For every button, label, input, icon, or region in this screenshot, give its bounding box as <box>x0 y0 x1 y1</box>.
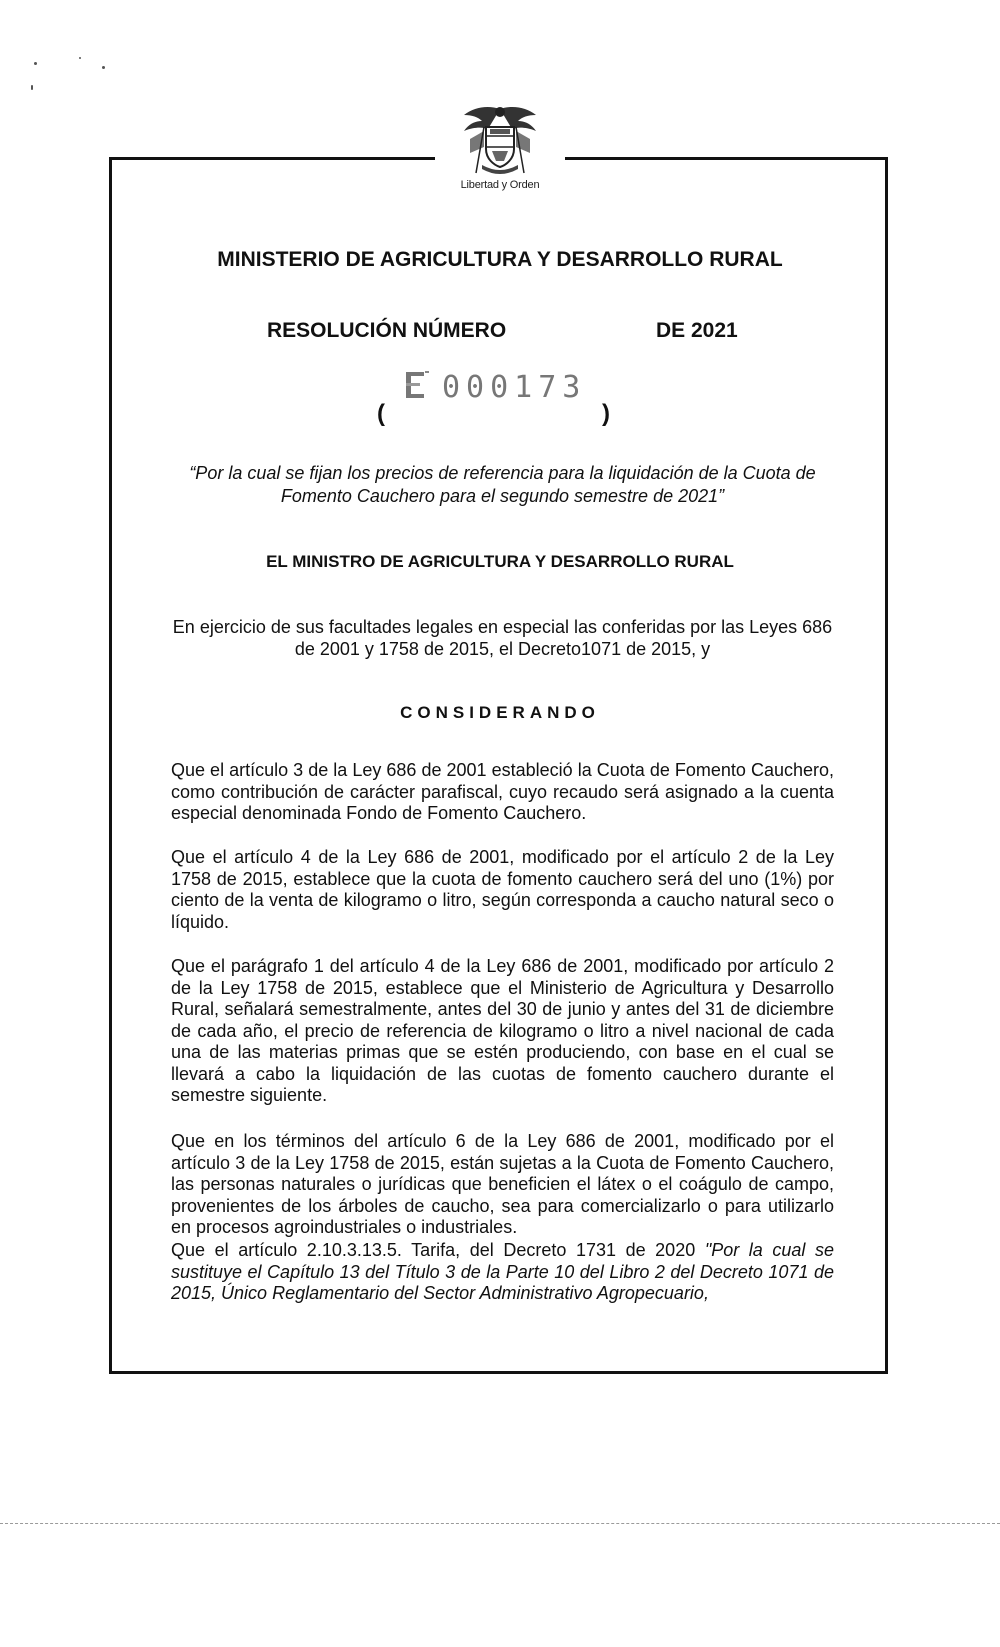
decree-italic-text: "Por la cual se sustituye el Capítulo 13 del Título 3 de la Parte 10 del Libro 2 del Decreto 1071 de 2015, Único Reglamentario del Sector Administrativo Agropecuario, <box>171 1240 834 1303</box>
ministry-heading: MINISTERIO DE AGRICULTURA Y DESARROLLO RURAL <box>217 248 783 271</box>
resolution-year: DE 2021 <box>656 319 738 342</box>
stamp-e-mark-icon <box>404 370 430 400</box>
scan-artifact-line <box>0 1523 1000 1524</box>
scan-speck <box>31 85 33 90</box>
coat-of-arms-icon <box>454 103 546 177</box>
recital-paragraph: Que el artículo 4 de la Ley 686 de 2001, modificado por el artículo 2 de la Ley 1758 de 2015, establece que la cuota de fomento cauchero será del uno (1%) por ciento de la venta de kilogramo o litro, según corresponda a caucho natural seco o líquido. <box>171 847 834 932</box>
coat-of-arms-emblem <box>435 103 565 195</box>
stamp-number: 000173 <box>442 370 587 405</box>
emblem-motto: Libertad y Orden <box>460 179 540 191</box>
resolution-number-stamp <box>404 370 586 405</box>
considerando-heading: CONSIDERANDO <box>400 703 600 722</box>
scan-speck <box>34 62 37 65</box>
decree-lead-text: Que el artículo 2.10.3.13.5. Tarifa, del Decreto 1731 de 2020 <box>171 1240 705 1260</box>
resolution-paren-close: ) <box>602 400 610 427</box>
scan-speck <box>79 57 81 59</box>
resolution-label: RESOLUCIÓN NÚMERO <box>267 319 507 342</box>
recital-paragraph: Que el parágrafo 1 del artículo 4 de la Ley 686 de 2001, modificado por artículo 2 de la Ley 1758 de 2015, establece que el Ministerio de Agricultura y Desarrollo Rural, señalará semestralmente, antes del 30 de junio y antes del 31 de diciembre de cada año, el precio de referencia de kilogramo o litro a nivel nacional de cada una de las materias primas que se estén produciendo, con base en el cual se llevará a cabo la liquidación de las cuotas de fomento cauchero durante el semestre siguiente. <box>171 956 834 1105</box>
recital-paragraph: Que en los términos del artículo 6 de la Ley 686 de 2001, modificado por el artículo 3 de la Ley 1758 de 2015, están sujetas a la Cuota de Fomento Cauchero, las personas naturales o jurídicas que beneficien el látex o el coágulo de campo, provenientes de los árboles de caucho, sea para comercializarlo o para utilizarlo en procesos agroindustriales o industriales. <box>171 1131 834 1237</box>
resolution-paren-open: ( <box>377 400 385 427</box>
legal-powers-text: En ejercicio de sus facultades legales en especial las conferidas por las Leyes 686 de 2001 y 1758 de 2015, el Decreto1071 de 2015, y <box>172 617 833 659</box>
scan-speck <box>102 66 105 69</box>
minister-heading: EL MINISTRO DE AGRICULTURA Y DESARROLLO RURAL <box>266 552 734 571</box>
recital-paragraph: Que el artículo 3 de la Ley 686 de 2001 estableció la Cuota de Fomento Cauchero, como contribución de carácter parafiscal, cuyo recaudo será asignado a la cuenta especial denominada Fondo de Fomento Cauchero. <box>171 760 834 823</box>
resolution-title: “Por la cual se fijan los precios de referencia para la liquidación de la Cuota de Fomento Cauchero para el segundo semestre de 2021” <box>189 463 816 506</box>
recital-paragraph-decree <box>171 1240 834 1305</box>
